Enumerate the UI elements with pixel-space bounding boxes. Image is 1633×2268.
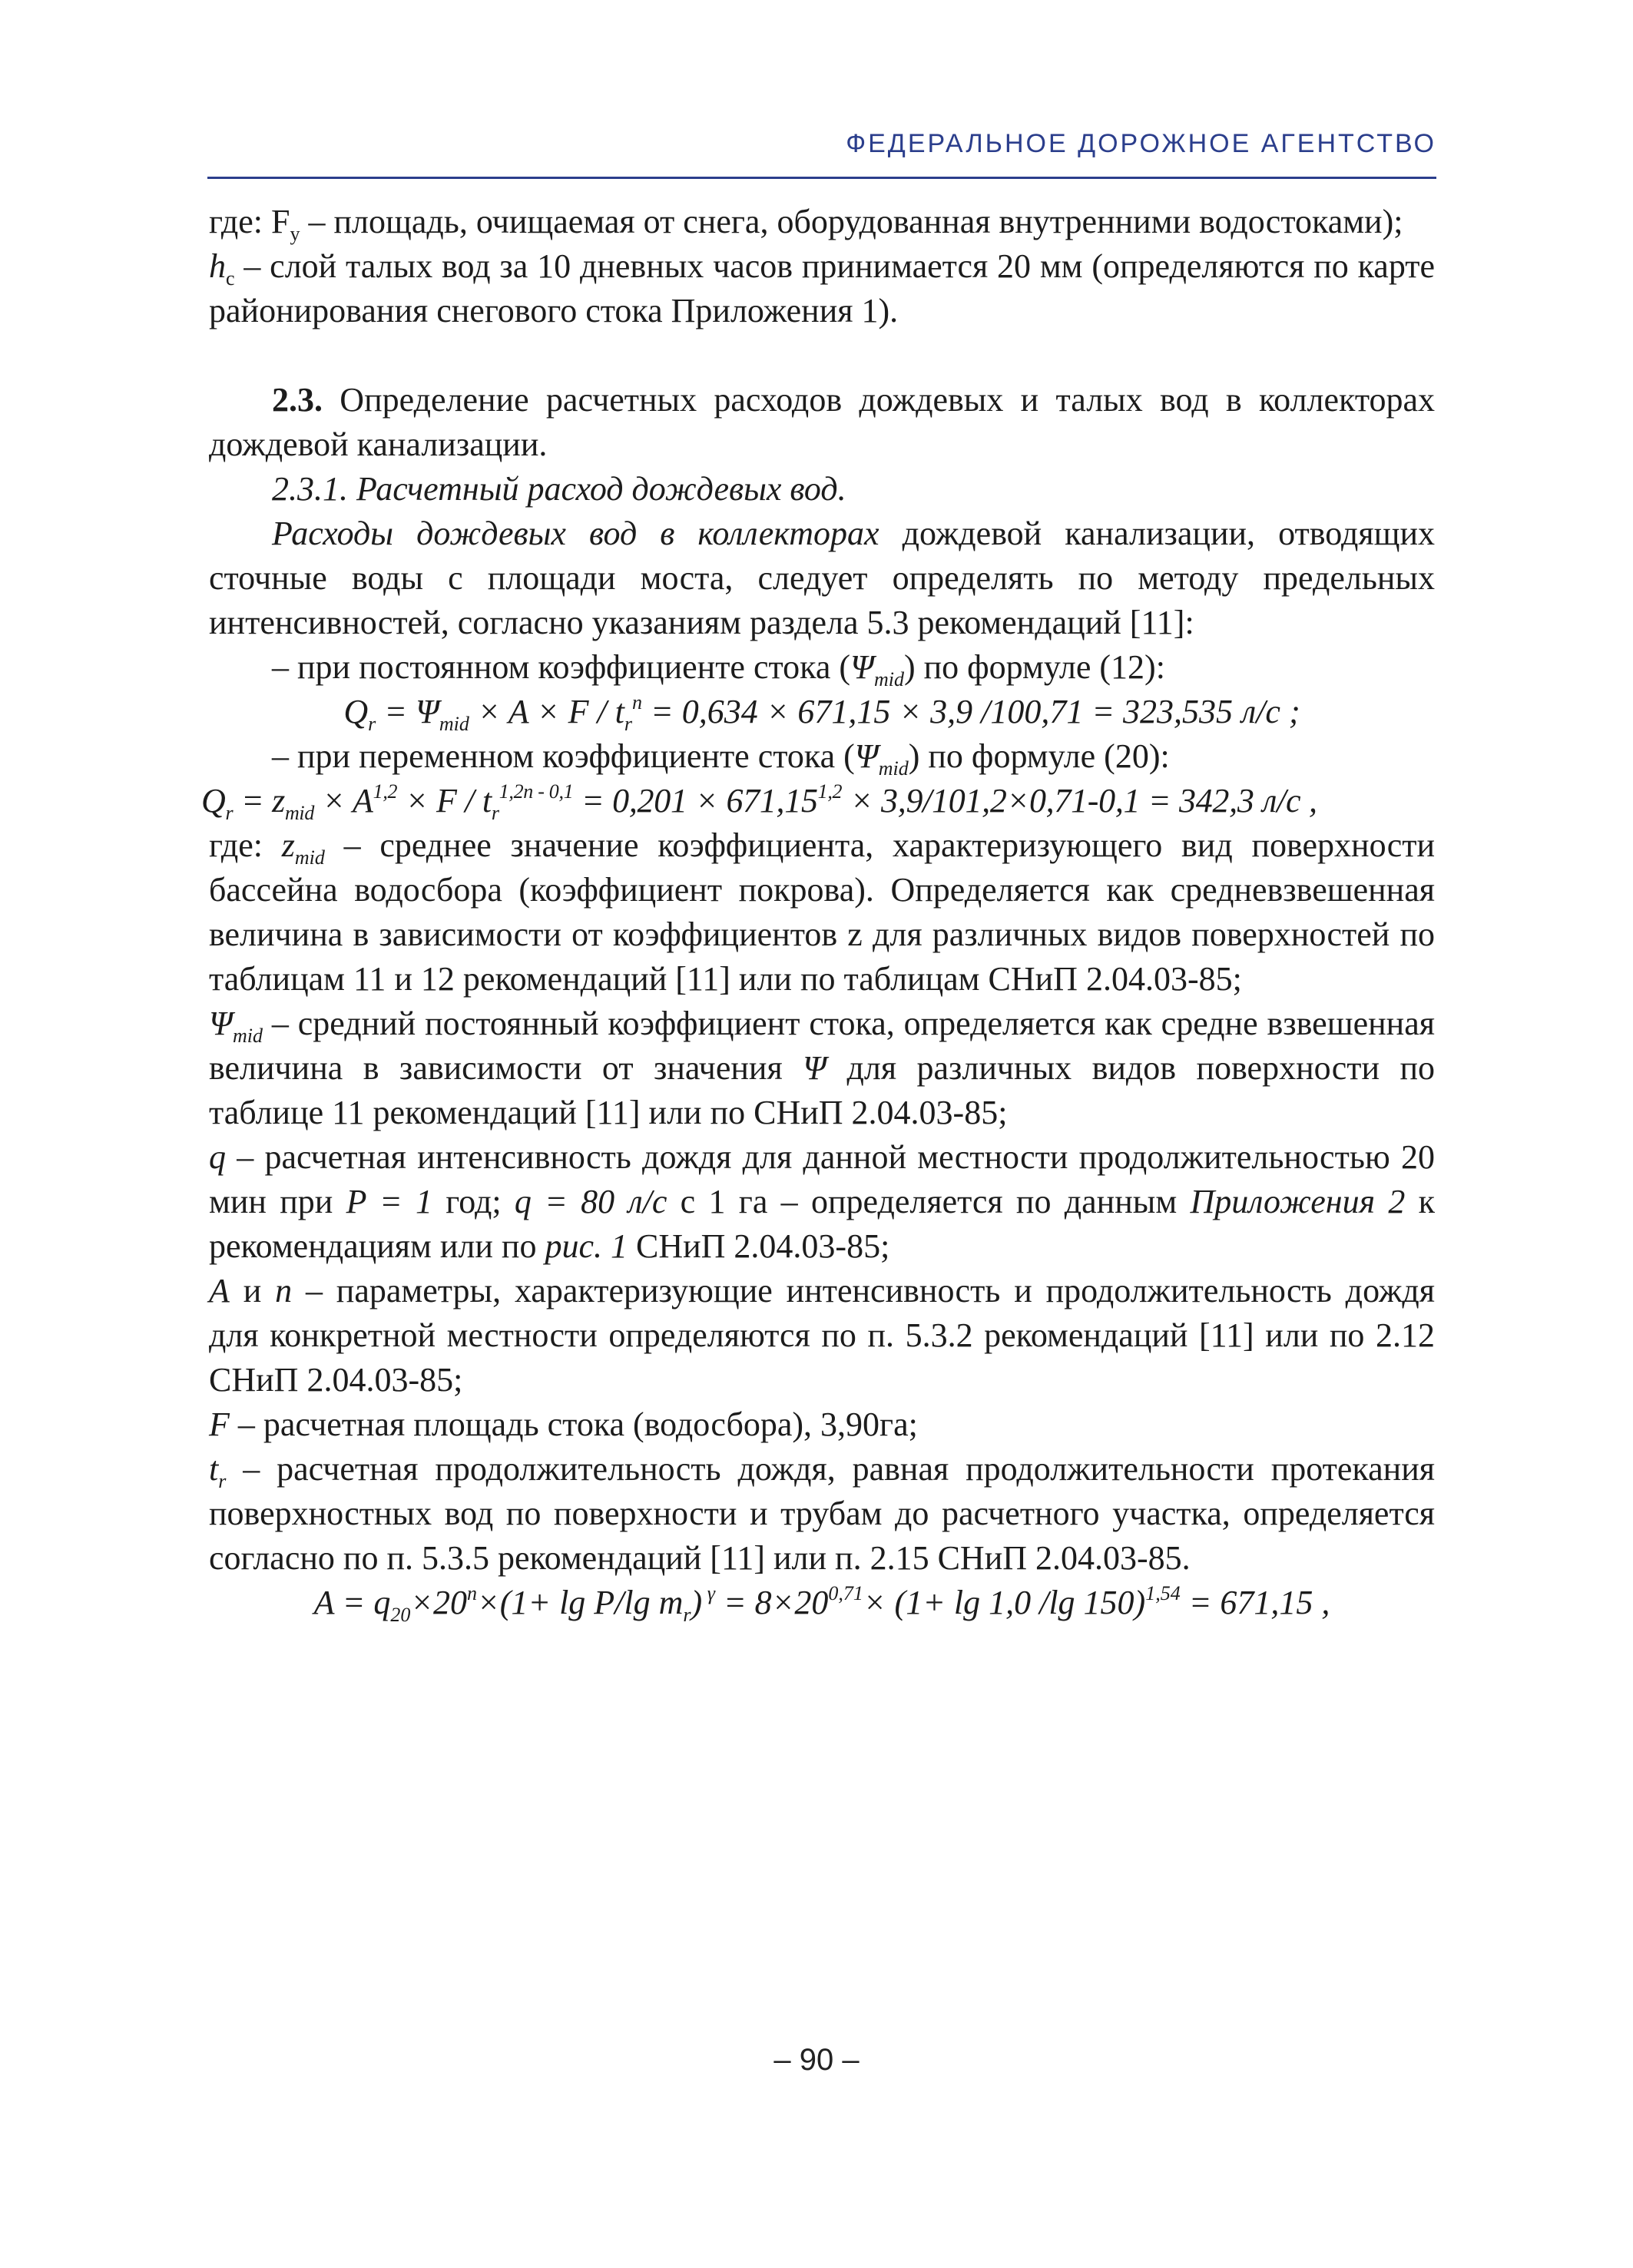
bullet-end: ) по формуле (12):: [903, 648, 1165, 686]
symbol: n: [275, 1272, 293, 1309]
formula-part: = 0,634 × 671,15 × 3,9 /100,71 = 323,535 л/с ;: [642, 693, 1300, 730]
definition-a-n: [209, 1269, 1435, 1402]
symbol: Ψ: [850, 648, 874, 686]
bullet-variable: [209, 734, 1435, 779]
formula-part: = 671,15 ,: [1180, 1584, 1330, 1621]
formula-part: ): [691, 1584, 703, 1621]
section-number: 2.3.: [272, 381, 323, 419]
superscript: n: [467, 1582, 478, 1604]
symbol: t: [209, 1450, 219, 1488]
superscript: γ: [702, 1582, 715, 1604]
def-text: – расчетная интенсивность дождя для данной местности продолжительностью 20 мин при: [209, 1138, 1435, 1220]
symbol: Ψ: [803, 1049, 827, 1087]
def-text: – слой талых вод за 10 дневных часов принимается 20 мм (определяются по карте районирования снегового стока Приложения 1).: [209, 247, 1435, 329]
definition-fy: [209, 200, 1435, 244]
subscript: mid: [439, 713, 469, 735]
subscript: r: [225, 802, 234, 824]
paragraph-text: дождевой канализации, отводящих сточные воды с площади моста, следует определять по методу предельных интенсивностей, согласно указаниям раздела 5.3 рекомендаций [11]:: [209, 515, 1436, 641]
formula-part: Q: [343, 693, 369, 730]
subscript: r: [683, 1604, 691, 1626]
superscript: 1,54: [1145, 1582, 1181, 1604]
subscript: 20: [390, 1604, 411, 1626]
italic-phrase: Расходы дождевых вод в коллекторах: [272, 515, 879, 552]
formula-20: [201, 779, 1435, 823]
italic-phrase: рис. 1: [545, 1227, 628, 1265]
definition-f: [209, 1402, 1435, 1447]
formula-part: ×20: [410, 1584, 468, 1621]
formula-12: [209, 690, 1435, 734]
def-text: – параметры, характеризующие интенсивность и продолжительность дождя для конкретной местности определяются по п. 5.3.2 рекомендаций [11] или по 2.12 СНиП 2.04.03-85;: [209, 1272, 1435, 1399]
symbol: A: [209, 1272, 230, 1309]
formula-part: A = q: [313, 1584, 391, 1621]
def-text: – среднее значение коэффициента, характеризующего вид поверхности бассейна водосбора (коэффициент покрова). Определяется как средневзвешенная величина в зависимости от коэффициентов z для различных видов поверхностей по таблицам 11 и 12 рекомендаций [11] или по таблицам СНиП 2.04.03-85;: [209, 826, 1436, 998]
subscript: r: [624, 713, 633, 735]
formula-part: × 3,9/101,2×0,71-0,1 = 342,3 л/с ,: [842, 782, 1317, 819]
paragraph-method: [209, 512, 1435, 645]
formula-part: × (1+ lg 1,0 /lg 150): [863, 1584, 1146, 1621]
superscript: 0,71: [828, 1582, 863, 1604]
subscript: mid: [878, 757, 909, 780]
formula-part: = Ψ: [376, 693, 439, 730]
symbol: q = 80 л/с: [514, 1183, 667, 1220]
symbol: z: [281, 826, 295, 864]
def-text: – расчетная площадь стока (водосбора), 3,90га;: [229, 1405, 918, 1443]
def-text: к рекомендациям или по: [209, 1183, 1435, 1265]
definition-psimid: [209, 1002, 1435, 1135]
symbol: F: [209, 1405, 230, 1443]
bullet-constant: [209, 645, 1435, 690]
formula-part: Q: [201, 782, 226, 819]
symbol: h: [209, 247, 226, 285]
formula-part: × A × F / t: [469, 693, 624, 730]
def-text: год;: [432, 1183, 515, 1220]
def-text: для различных видов поверхности по таблице 11 рекомендаций [11] или по СНиП 2.04.03-85;: [209, 1049, 1435, 1131]
definition-q: [209, 1135, 1435, 1269]
formula-part: = 8×20: [714, 1584, 829, 1621]
bullet-text: – при переменном коэффициенте стока (: [272, 737, 855, 775]
subscript: mid: [284, 802, 315, 824]
def-text: с 1 га – определяется по данным: [667, 1183, 1191, 1220]
subscript: r: [218, 1470, 227, 1492]
symbol: Ψ: [854, 737, 879, 775]
formula-a: [209, 1581, 1435, 1625]
definition-hc: [209, 244, 1435, 333]
def-text: СНиП 2.04.03-85;: [627, 1227, 890, 1265]
header-rule: [207, 177, 1436, 179]
subscript: mid: [873, 668, 904, 690]
formula-part: × F / t: [397, 782, 492, 819]
subscript: mid: [232, 1025, 263, 1047]
subscript: mid: [294, 846, 325, 869]
italic-phrase: Приложения 2: [1190, 1183, 1406, 1220]
definition-zmid: [209, 823, 1435, 1002]
formula-part: = z: [233, 782, 285, 819]
subsection-heading: [209, 467, 1435, 512]
superscript: 1,2n - 0,1: [499, 780, 574, 803]
bullet-end: ) по формуле (20):: [908, 737, 1170, 775]
formula-part: ×(1+ lg P/lg m: [477, 1584, 684, 1621]
formula-part: = 0,201 × 671,15: [573, 782, 818, 819]
def-text: и: [229, 1272, 276, 1309]
bullet-text: – при постоянном коэффициенте стока (: [272, 648, 851, 686]
def-lead: где:: [209, 826, 282, 864]
superscript: 1,2: [817, 780, 843, 803]
subscript: у: [290, 223, 300, 245]
def-text: – площадь, очищаемая от снега, оборудованная внутренними водостоками);: [300, 203, 1403, 240]
def-lead: где: F: [209, 203, 290, 240]
formula-part: × A: [314, 782, 373, 819]
superscript: n: [632, 691, 643, 714]
running-header: ФЕДЕРАЛЬНОЕ ДОРОЖНОЕ АГЕНТСТВО: [846, 129, 1436, 158]
superscript: 1,2: [373, 780, 398, 803]
def-text: – средний постоянный коэффициент стока, определяется как средне взвешенная величина в зависимости от значения: [209, 1005, 1435, 1087]
spacer: [209, 333, 1435, 378]
subscript: с: [226, 267, 235, 290]
definition-tr: [209, 1447, 1435, 1581]
section-title: Определение расчетных расходов дождевых и талых вод в коллекторах дождевой канализации.: [209, 381, 1435, 463]
section-heading: [209, 378, 1435, 467]
symbol: P = 1: [346, 1183, 432, 1220]
page-number: – 90 –: [773, 2043, 860, 2077]
subsection-title: 2.3.1. Расчетный расход дождевых вод.: [272, 470, 846, 508]
subscript: r: [491, 802, 499, 824]
subscript: r: [368, 713, 376, 735]
document-body: [201, 200, 1436, 1626]
symbol: Ψ: [209, 1005, 233, 1042]
def-text: – расчетная продолжительность дождя, равная продолжительности протекания поверхностных вод по поверхности и трубам до расчетного участка, определяется согласно по п. 5.3.5 рекомендаций [11] или п. 2.15 СНиП 2.04.03-85.: [209, 1450, 1435, 1577]
symbol: q: [209, 1138, 226, 1176]
